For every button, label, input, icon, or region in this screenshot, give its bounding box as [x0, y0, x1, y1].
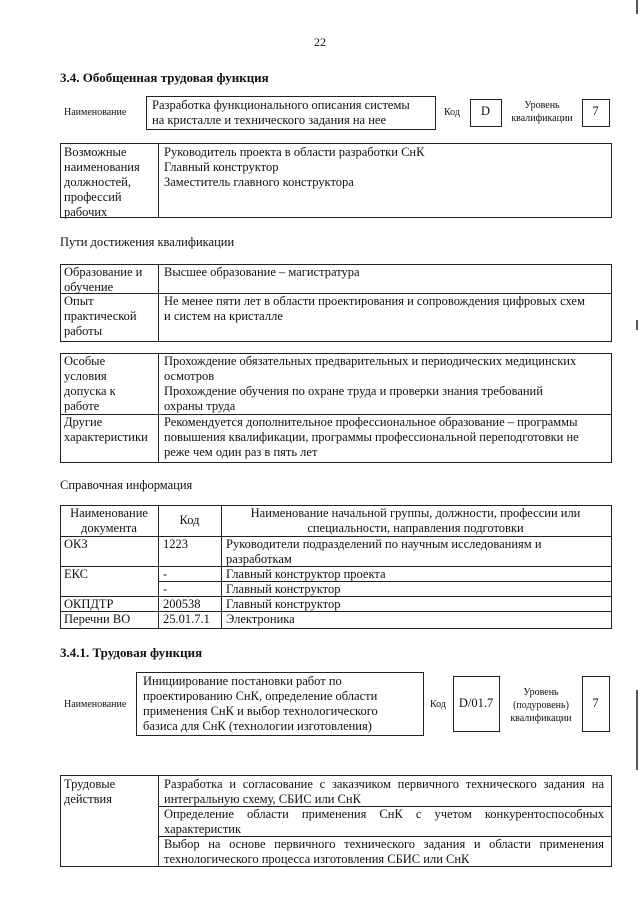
special-label: Особые условия допуска к работе: [64, 354, 116, 413]
action-item: Разработка и согласование с заказчиком первичного технического задания на интегральную схему, СБИС или СнК: [164, 777, 604, 806]
ref-row-code: 25.01.7.1: [163, 612, 210, 626]
paths-title: Пути достижения квалификации: [60, 235, 235, 249]
ref-row-name: Руководители подразделений по научным исследованиям и разработкам: [226, 537, 542, 566]
ref-row-name: Главный конструктор: [226, 582, 341, 596]
lf-code-value: D/01.7: [458, 696, 494, 710]
positions-label: Возможные наименования должностей, профессий рабочих: [64, 145, 140, 219]
ref-row-name: Главный конструктор проекта: [226, 567, 386, 581]
labor-function-title: 3.4.1. Трудовая функция: [60, 645, 203, 660]
action-item: Определение области применения СнК с учетом конкурентоспособных характеристик: [164, 807, 604, 836]
ref-header-code: Код: [179, 513, 200, 527]
page-number: 22: [314, 35, 326, 49]
ref-row-name: Электроника: [226, 612, 295, 626]
experience-label: Опыт практической работы: [64, 294, 137, 338]
education-value: Высшее образование – магистратура: [164, 265, 360, 279]
lf-level-label: Уровень (подуровень) квалификации: [510, 687, 572, 724]
ref-row-doc: Перечни ВО: [64, 612, 131, 626]
name-label: Наименование: [64, 107, 127, 118]
other-label: Другие характеристики: [64, 415, 148, 444]
ref-row-doc: ЕКС: [64, 567, 88, 581]
action-item: Выбор на основе первичного технического задания и области применения технологического процесса изготовления СБИС или СнК: [164, 837, 604, 866]
name-value: Разработка функционального описания системы на кристалле и технического задания на нее: [152, 98, 410, 127]
level-label: Уровень квалификации: [511, 100, 573, 124]
scan-mark: [636, 0, 638, 14]
lf-level-value: 7: [592, 696, 599, 710]
lf-name-value: Инициирование постановки работ по проектированию СнК, определение области применения СнК и выбор технологического базиса для СнК (технологии изготовления): [143, 674, 378, 733]
scan-mark: [636, 690, 638, 770]
ref-row-code: -: [163, 567, 168, 581]
ref-row-code: 200538: [163, 597, 201, 611]
ref-row-code: -: [163, 582, 168, 596]
ref-row-name: Главный конструктор: [226, 597, 341, 611]
ref-row-doc: ОКПДТР: [64, 597, 114, 611]
section-title: 3.4. Обобщенная трудовая функция: [60, 70, 269, 85]
code-value: D: [480, 104, 491, 118]
level-value: 7: [592, 104, 599, 118]
other-value: Рекомендуется дополнительное профессиональное образование – программы повышения квалификации, программы профессиональной переподготовки не реже чем один раз в пять лет: [164, 415, 579, 459]
experience-value: Не менее пяти лет в области проектирования и сопровождения цифровых схем и систем на кристалле: [164, 294, 585, 323]
ref-header-name: Наименование начальной группы, должности, профессии или специальности, направления подготовки: [250, 506, 581, 535]
lf-name-label: Наименование: [64, 699, 127, 710]
actions-label: Трудовые действия: [64, 777, 116, 806]
positions-value: Руководитель проекта в области разработки СнК Главный конструктор Заместитель главного конструктора: [164, 145, 425, 189]
lf-code-label: Код: [430, 699, 446, 710]
reference-title: Справочная информация: [60, 478, 193, 492]
ref-header-doc: Наименование документа: [70, 506, 148, 535]
special-value: Прохождение обязательных предварительных и периодических медицинских осмотров Прохождение обучения по охране труда и проверки знания требований охраны труда: [164, 354, 577, 413]
ref-row-code: 1223: [163, 537, 188, 551]
education-label: Образование и обучение: [64, 265, 143, 294]
scan-mark: [636, 320, 638, 330]
code-label: Код: [444, 107, 460, 118]
ref-row-doc: ОКЗ: [64, 537, 88, 551]
